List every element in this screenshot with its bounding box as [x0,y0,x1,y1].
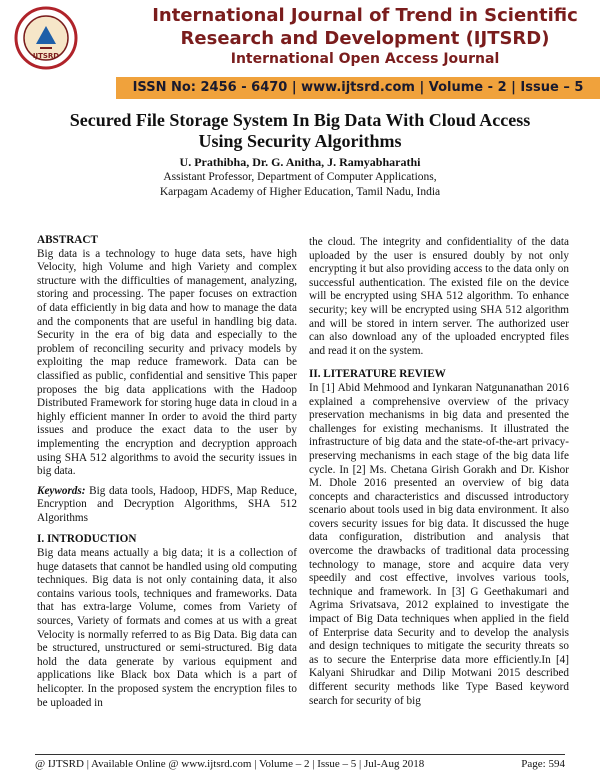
right-column [309,236,569,708]
introduction-text: Big data means actually a big data; it is a collection of huge datasets that cannot be handled using old computing techniques. Big data is not only containing data, it also contains various tools, techniques and frameworks. Data that has extra-large Volume, comes from Variety of sources, Variety of formats and comes at us with a great Velocity is normally referred to as Big Data. Big data can be structured, unstructured or semi-structured. Big data hold the data generate by various equipment and applications like Black box Data which is a part of helicopter. In the proposed system the encryption files to be uploaded in [37,547,297,709]
intro-continued-text: the cloud. The integrity and confidentiality of the data uploaded by the user is ensured doubly by not only encrypting it but also providing access to the data only on successful authentication. The existed file on the device will be encrypted using SHA 512 algorithm. To enhance security; key will be encrypted using SHA 512 algorithm and will be stored in intern server. The authorized user can also download any of the uploaded encrypted files and read it on the system. [309,236,569,357]
affiliation-line1: Assistant Professor, Department of Computer Applications, [163,171,437,183]
paper-title [30,110,570,152]
paper-title-block [30,110,570,200]
literature-review-heading: II. LITERATURE REVIEW [309,368,446,381]
issn-line: ISSN No: 2456 - 6470 | www.ijtsrd.com | Volume - 2 | Issue – 5 [132,80,584,95]
keywords-text: Big data tools, Hadoop, HDFS, Map Reduce, Encryption and Decryption Algorithms, SHA 512 Algorithms [37,484,297,524]
footer-citation: @ IJTSRD | Available Online @ www.ijtsrd.com | Volume – 2 | Issue – 5 | Jul-Aug 2018 [35,758,425,770]
logo-text: IJTSRD [32,52,60,60]
left-column [37,234,297,710]
paper-title-line2: Using Security Algorithms [198,131,402,151]
keywords [37,485,297,526]
literature-review-text: In [1] Abid Mehmood and Iynkaran Natgunanathan 2016 explained a comprehensive overview of the privacy preservation mechanisms in big data and presented the challenges for existing mechanisms. It illustrated the infrastructure of big data and the state-of-the-art privacy-preserving mechanisms in each stage of the big data life cycle. In [2] Ms. Chetana Girish Gorakh and Dr. Kishor M. Dhole 2016 presented an overview of big data concepts and characteristics and discussed introductory scenario about tools used in big data environment. It also covers security issues for big data. It discussed the huge data configuration, distribution and analysis that overcome the drawbacks of traditional data processing technology to manage, store and acquire data very speedily and cost effective, involves various tools, technique and framework. In [3] G Geethakumari and Agrima Srivatsava, 2012 explained to investigate the impact of Big Data techniques when applied in the field of Enterprise data Security and to develop the analysis and design techniques to mitigate the security threats so as to secure the Enterprise data more efficiently.In [4] Kalyani Shirudkar and Dilip Motwani 2015 described different security methods like Type Based keyword search for security of big [309,381,569,707]
page-number: Page: 594 [521,758,565,770]
journal-header [0,0,600,104]
journal-title-line1: International Journal of Trend in Scientific [152,5,578,26]
journal-title-line2: Research and Development (IJTSRD) [180,28,550,49]
keywords-label: Keywords: [37,484,86,497]
paper-authors: U. Prathibha, Dr. G. Anitha, J. Ramyabharathi [179,155,421,169]
footer-divider [35,754,565,755]
journal-logo [14,6,78,70]
paper-title-line1: Secured File Storage System In Big Data With Cloud Access [69,110,531,130]
affiliation-line2: Karpagam Academy of Higher Education, Tamil Nadu, India [159,186,441,198]
abstract-text: Big data is a technology to huge data sets, have high Velocity, high Volume and high Variety and complex structure with the difficulties of management, analyzing, storing and processing. The paper focuses on extraction of data efficiently in big data and how to manage the data and the components that are useful in handling big data. Security in the era of big data and especially to the problem of reconciling security and privacy models by exploiting the map reduce framework. Data can be classified as public, confidential and sensitive This paper proposes the big data applications with the Hadoop Distributed Framework for storing huge data in cloud in a highly efficient manner In order to avoid the third party issues and produce the exact data to the user by implementing the encryption and decryption approach using SHA 512 algorithms to avoid the security issues in big data. [37,247,297,478]
author-affiliation [30,170,570,200]
journal-title [150,4,580,50]
open-access-label: International Open Access Journal [230,51,500,67]
abstract-heading: ABSTRACT [37,234,98,246]
introduction-heading: I. INTRODUCTION [37,533,137,546]
